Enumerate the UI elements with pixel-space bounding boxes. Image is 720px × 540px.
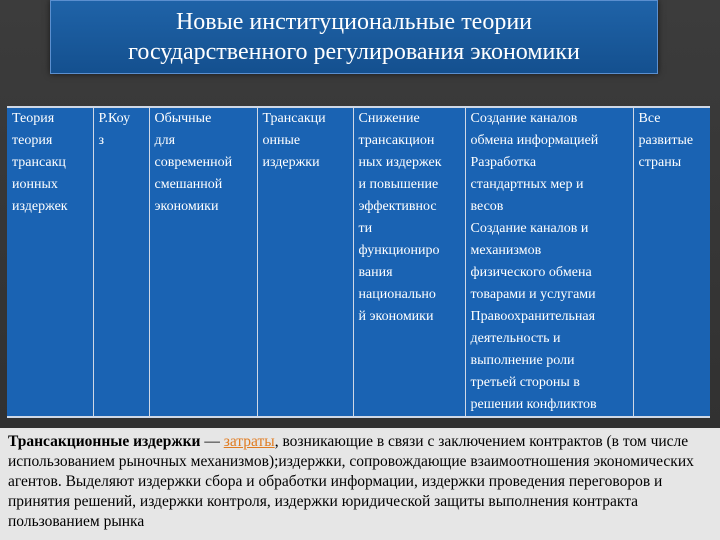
cell-line: Все [638, 111, 661, 126]
cell-line: й экономики [358, 309, 434, 324]
cell-line: вания [358, 265, 393, 280]
cell-line: весов [470, 199, 504, 214]
cell-line: и повышение [358, 177, 439, 192]
cell-line: эффективнос [358, 199, 437, 214]
cell-goal [353, 108, 465, 416]
definition-text [0, 428, 720, 540]
cell-line: ных издержек [358, 155, 442, 170]
cell-line: Трансакци [262, 111, 326, 126]
cell-line: трансакцион [358, 133, 435, 148]
cell-line: товарами и услугами [470, 287, 596, 302]
cell-line: Создание каналов [470, 111, 578, 126]
cell-line: физического обмена [470, 265, 592, 280]
cell-line: страны [638, 155, 682, 170]
cell-measures [465, 108, 633, 416]
cell-line: экономики [154, 199, 219, 214]
definition-term: Трансакционные издержки [8, 433, 201, 450]
slide-title [50, 0, 658, 74]
cell-line: стандартных мер и [470, 177, 584, 192]
title-line-1: Новые институциональные теории [175, 9, 533, 35]
cell-line: национально [358, 287, 436, 302]
cell-line: для [154, 133, 176, 148]
cell-line: выполнение роли [470, 353, 575, 368]
costs-link[interactable]: затраты [223, 433, 275, 450]
table-row [7, 108, 710, 416]
cell-object [257, 108, 353, 416]
cell-line: функциониро [358, 243, 440, 258]
cell-line: Обычные [154, 111, 212, 126]
cell-line: Снижение [358, 111, 420, 126]
definition-body: , возникающие в связи с заключением контрактов (в том числе использованием рыночных механизмов);издержки, сопровождающие взаимоотношения экономических агентов. Выделяют издержки сбора и обработки информации, издержки проведения переговоров и принятия решений, издержки контроля, издержки юридической защиты выполнения контракта пользованием рынка [8, 433, 694, 530]
cell-line: Создание каналов и [470, 221, 589, 236]
cell-author [93, 108, 149, 416]
cell-line: решении конфликтов [470, 397, 597, 412]
cell-line: смешанной [154, 177, 223, 192]
cell-line: развитые [638, 133, 694, 148]
cell-line: ти [358, 221, 373, 236]
cell-countries [633, 108, 710, 416]
cell-line: трансакц [12, 155, 66, 170]
cell-line: третьей стороны в [470, 375, 580, 390]
theory-table [7, 106, 710, 418]
cell-line: ионных [12, 177, 58, 192]
cell-theory [7, 108, 93, 416]
cell-line: деятельность и [470, 331, 561, 346]
cell-line: Правоохранительная [470, 309, 596, 324]
cell-line: Теория [12, 111, 55, 126]
title-line-2: государственного регулирования экономики [128, 39, 580, 65]
cell-line: обмена информацией [470, 133, 599, 148]
definition-dash: — [200, 433, 224, 450]
cell-line: онные [262, 133, 301, 148]
cell-economy-type [149, 108, 257, 416]
cell-line: з [98, 133, 105, 148]
cell-line: издержки [262, 155, 320, 170]
cell-line: механизмов [470, 243, 542, 258]
cell-line: Р.Коу [98, 111, 131, 126]
cell-line: теория [12, 133, 53, 148]
cell-line: современной [154, 155, 233, 170]
cell-line: издержек [12, 199, 68, 214]
cell-line: Разработка [470, 155, 537, 170]
